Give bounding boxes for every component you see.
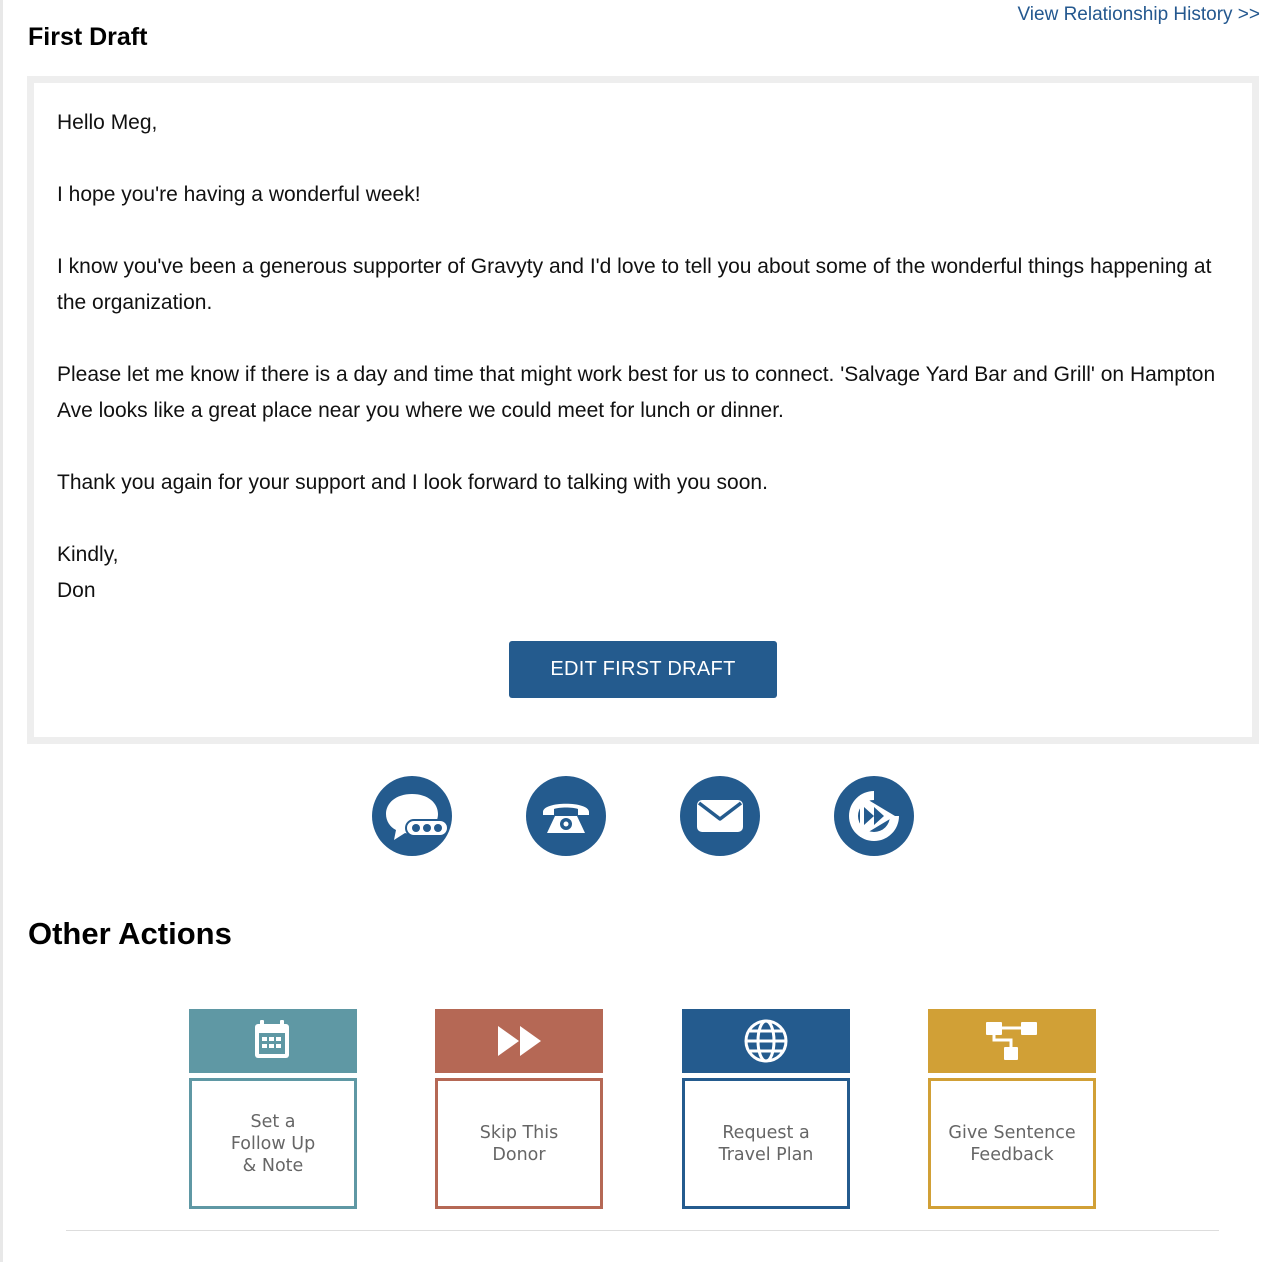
edit-first-draft-button[interactable]: EDIT FIRST DRAFT [509, 641, 777, 698]
draft-greeting: Hello Meg, [57, 111, 158, 134]
calendar-icon [189, 1009, 357, 1073]
draft-closing: Kindly, [57, 543, 119, 566]
fast-forward-icon [435, 1009, 603, 1073]
draft-signature: Don [57, 579, 96, 602]
draft-message [57, 105, 1227, 609]
skip-donor-card[interactable] [435, 1009, 603, 1209]
divider [66, 1230, 1219, 1231]
card-header [189, 1009, 357, 1073]
skip-forward-icon[interactable] [834, 776, 914, 856]
card-label: Give Sentence Feedback [928, 1078, 1096, 1209]
draft-paragraph: Thank you again for your support and I look forward to talking with you soon. [57, 471, 768, 494]
globe-icon [682, 1009, 850, 1073]
email-icon[interactable] [680, 776, 760, 856]
phone-icon[interactable] [526, 776, 606, 856]
hierarchy-icon [928, 1009, 1096, 1073]
request-travel-plan-card[interactable] [682, 1009, 850, 1209]
card-label: Request a Travel Plan [682, 1078, 850, 1209]
other-actions-title: Other Actions [28, 916, 232, 951]
give-sentence-feedback-card[interactable] [928, 1009, 1096, 1209]
card-header [928, 1009, 1096, 1073]
view-relationship-history-link[interactable]: View Relationship History >> [1017, 4, 1260, 25]
draft-paragraph: I know you've been a generous supporter of Gravyty and I'd love to tell you about some of the wonderful things happening at the organization. [57, 255, 1212, 314]
card-header [682, 1009, 850, 1073]
first-draft-title: First Draft [28, 23, 148, 51]
set-follow-up-card[interactable] [189, 1009, 357, 1209]
first-draft-panel [27, 76, 1259, 744]
card-label: Set a Follow Up & Note [189, 1078, 357, 1209]
card-label: Skip This Donor [435, 1078, 603, 1209]
draft-paragraph: I hope you're having a wonderful week! [57, 183, 421, 206]
chat-icon[interactable] [372, 776, 452, 856]
draft-paragraph: Please let me know if there is a day and time that might work best for us to connect. 'Salvage Yard Bar and Grill' on Hampton Ave looks like a great place near you where we could meet for lunch or dinner. [57, 363, 1216, 422]
left-border [0, 0, 3, 1262]
card-header [435, 1009, 603, 1073]
